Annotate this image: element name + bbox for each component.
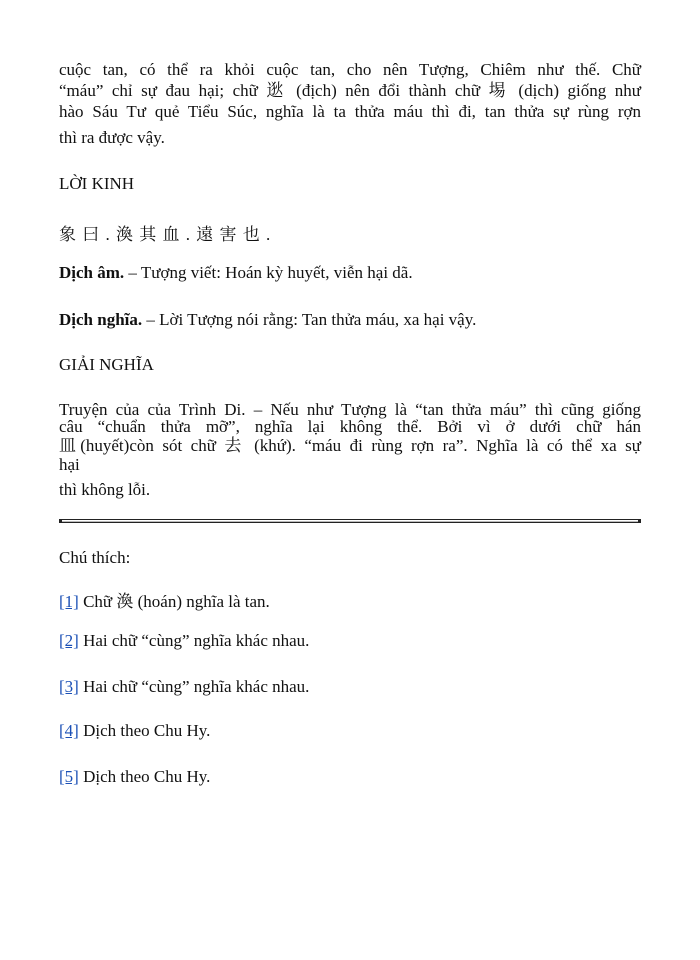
giai-nghia-line: thì không lỗi. (59, 480, 151, 499)
footnote (59, 631, 641, 651)
intro-line: “máu” chỉ sự đau hại; chữ 逖 (địch) nên đổi thành chữ 埸 (dịch) giống như (59, 81, 641, 100)
dich-am-label: Dịch âm. (59, 263, 125, 282)
horizontal-rule (59, 519, 641, 523)
footnote-link[interactable]: [4] (59, 721, 79, 740)
footnote-text: Dịch theo Chu Hy. (78, 721, 211, 740)
notes-heading: Chú thích: (59, 548, 131, 567)
footnote-link[interactable]: [2] (59, 631, 79, 650)
section-heading-giai-nghia: GIẢI NGHĨA (59, 355, 154, 374)
footnote-link[interactable]: [1] (59, 592, 79, 611)
footnote (59, 721, 641, 741)
intro-line: thì ra được vậy. (59, 128, 165, 147)
dich-nghia-text: – Lời Tượng nói rằng: Tan thửa máu, xa hại vậy. (142, 310, 477, 329)
footnote-text: Dịch theo Chu Hy. (78, 767, 211, 786)
footnote (59, 592, 641, 612)
dich-nghia (59, 310, 641, 330)
giai-nghia-line: câu “chuẩn thửa mỡ”, nghĩa lại không thể. Bởi vì ở dưới chữ hán (59, 417, 641, 436)
giai-nghia-line: Truyện của của Trình Di. – Nếu như Tượng là “tan thửa máu” thì cũng giống (59, 400, 641, 419)
footnote-link[interactable]: [3] (59, 677, 79, 696)
dich-am-text: – Tượng viết: Hoán kỳ huyết, viễn hại dã. (124, 263, 413, 282)
dich-am (59, 263, 641, 283)
section-heading-loi-kinh: LỜI KINH (59, 174, 135, 193)
footnote-text: Hai chữ “cùng” nghĩa khác nhau. (78, 631, 310, 650)
chinese-text: 象 曰 . 渙 其 血 . 遠 害 也 . (59, 225, 272, 244)
footnote-text: Hai chữ “cùng” nghĩa khác nhau. (78, 677, 310, 696)
footnote (59, 677, 641, 697)
intro-line: cuộc tan, có thể ra khỏi cuộc tan, cho nên Tượng, Chiêm như thế. Chữ (59, 60, 641, 79)
footnote (59, 767, 641, 787)
intro-line: hào Sáu Tư quẻ Tiểu Súc, nghĩa là ta thửa máu thì đi, tan thửa sự rùng rợn (59, 102, 641, 121)
giai-nghia-line: hại (59, 455, 80, 474)
footnote-text: Chữ 渙 (hoán) nghĩa là tan. (78, 592, 270, 611)
dich-nghia-label: Dịch nghĩa. (59, 310, 143, 329)
footnote-link[interactable]: [5] (59, 767, 79, 786)
giai-nghia-line: 皿(huyết)còn sót chữ 去 (khứ). “máu đi rùng rợn ra”. Nghĩa là có thể xa sự (59, 436, 641, 455)
